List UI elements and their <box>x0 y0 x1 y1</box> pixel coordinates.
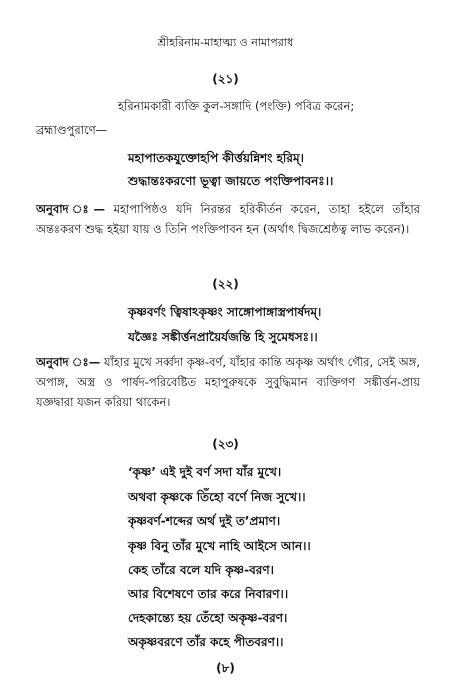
verse-line: কৃষ্ণবর্ণং ত্বিষাঽকৃষ্ণং সাঙ্গোপাঙ্গাস্ত্রপার্ষদম্‌। <box>128 305 322 319</box>
verse-line: আর বিশেষণে তার করে নিবারণ।। <box>128 587 289 601</box>
verse-line: যজ্ঞৈঃ সঙ্কীর্ত্তনপ্রায়ৈর্যজন্তি হি সুমেধসঃ।। <box>128 330 318 344</box>
translation-paragraph <box>36 199 420 239</box>
verse-line: মহাপাতকযুক্তোহপি কীর্ত্তয়ন্নিশং হরিম্‌। <box>128 151 304 165</box>
verse-line: কৃষ্ণ বিনু তাঁর মুখে নাহি আইসে আন।। <box>128 539 311 553</box>
verse-line: শুদ্ধান্তঃকরণো ভূত্বা জায়তে পংক্তিপাবনঃ।। <box>128 174 334 188</box>
verse-line: কেহ তাঁরে বলে যদি কৃষ্ণ-বরণ। <box>128 563 274 577</box>
verse-line: কৃষ্ণবর্ণ-শব্দের অর্থ দুই ত’প্রমাণ। <box>128 514 281 528</box>
page-number: (৮) <box>216 661 235 675</box>
intro-line: হরিনামকারী ব্যক্তি কুল-সঙ্গাদি (পংক্তি) পবিত্র করেন; <box>118 99 355 113</box>
translation-paragraph <box>36 352 420 412</box>
verse-line: অথবা কৃষ্ণকে তিঁহো বর্ণে নিজ সুখে।। <box>128 490 306 504</box>
verse-line: দেহকান্ত্যে হয় তেঁহো অকৃষ্ণ-বরণ। <box>128 611 288 625</box>
section-number-21: (২১) <box>212 72 239 86</box>
section-number-22: (২২) <box>212 277 239 291</box>
source-line: ব্রহ্মাণ্ডপুরাণে— <box>36 123 108 137</box>
translation-text: মহাপাপিষ্ঠও যদি নিরন্তর হরিকীর্তন করেন, তাহা হইলে তাঁহার অন্তঃকরণ শুদ্ধ হইয়া যায় ও তিনি পংক্তিপাবন হন (অর্থাৎ দ্বিজশ্রেষ্ঠত্ব লাভ করেন)। <box>36 202 421 236</box>
section-number-23: (২৩) <box>212 437 239 451</box>
translation-label: অনুবাদ ঃ— <box>36 355 101 369</box>
verse-line: অকৃষ্ণবরণে তাঁর কহে পীতবরণ।। <box>128 635 284 649</box>
translation-text: যাঁহার মুখে সর্ব্বদা কৃষ্ণ-বর্ণ, যাঁহার কান্তি অকৃষ্ণ অর্থাৎ গৌর, সেই অঙ্গ, অপাঙ্গ, অস্ত্র ও পার্ষদ-পরিবেষ্টিত মহাপুরুষকে সুবুদ্ধিমান ব্যক্তিগণ সঙ্কীর্ত্তন-প্রায় যজ্ঞদ্বারা যজন করিয়া থাকেন। <box>36 355 421 409</box>
running-header: শ্রীহরিনাম-মাহাত্ম্য ও নামাপরাধ <box>157 36 294 49</box>
verse-line: ‘কৃষ্ণ’ এই দুই বর্ণ সদা যাঁর মুখে। <box>128 465 282 479</box>
translation-label: অনুবাদ ঃ— <box>36 202 106 216</box>
